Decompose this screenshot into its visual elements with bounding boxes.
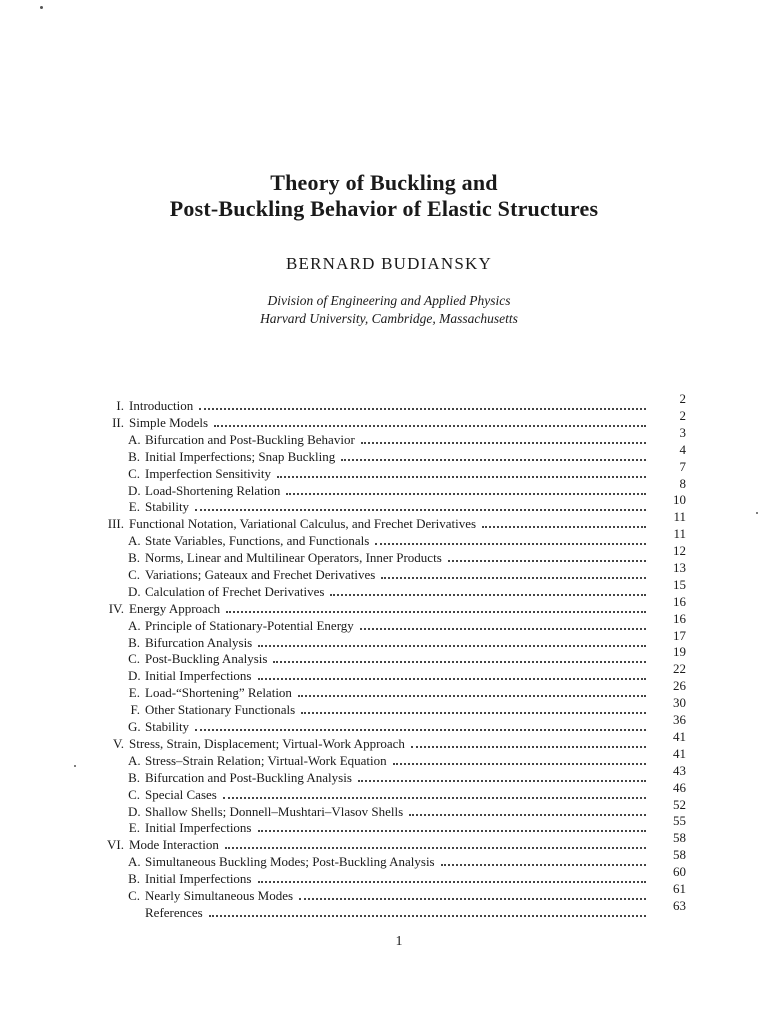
toc-entry (128, 565, 650, 582)
toc-entry (96, 514, 650, 531)
toc-entry-number: A. (128, 533, 141, 548)
toc-entry-page: 41 (673, 746, 686, 761)
toc-entry-page: 55 (673, 813, 686, 828)
toc-entry-label: Initial Imperfections; Snap Buckling (145, 449, 336, 464)
toc-entry-label: Mode Interaction (129, 837, 219, 852)
toc-dot-leader (258, 830, 647, 832)
title-line-2: Post-Buckling Behavior of Elastic Structures (169, 196, 599, 221)
toc-entry-label: Calculation of Frechet Derivatives (145, 584, 325, 599)
toc-entry-number: A. (128, 618, 141, 633)
toc-entry-number: D. (128, 804, 141, 819)
toc-entry-label: Introduction (129, 398, 194, 413)
toc-entry-number: B. (128, 550, 140, 565)
scan-speck (756, 512, 758, 514)
toc-entry-number: C. (128, 787, 140, 802)
toc-entry (128, 447, 650, 464)
toc-entry-label: References (145, 905, 203, 920)
toc-dot-leader (441, 864, 646, 866)
toc-entry-page: 17 (673, 628, 686, 643)
toc-dot-leader (209, 915, 646, 917)
toc-dot-leader (258, 881, 647, 883)
toc-entry-number: VI. (107, 837, 124, 852)
toc-dot-leader (381, 577, 646, 579)
title-line-1: Theory of Buckling and (270, 170, 498, 195)
toc-entry-page: 2 (679, 391, 686, 406)
toc-entry-label: Bifurcation Analysis (145, 635, 253, 650)
toc-entry (128, 818, 650, 835)
toc-entry-label: Stability (145, 499, 190, 514)
toc-entry-page: 26 (673, 678, 686, 693)
toc-dot-leader (223, 797, 646, 799)
toc-entry (128, 548, 650, 565)
toc-entry (128, 582, 650, 599)
toc-entry-number: A. (128, 854, 141, 869)
toc-entry-number: E. (128, 820, 140, 835)
toc-entry-label: Load-“Shortening” Relation (145, 685, 292, 700)
toc-entry-page: 8 (679, 476, 686, 491)
toc-entry (96, 734, 650, 751)
toc-entry-number: G. (128, 719, 141, 734)
toc-entry (96, 396, 650, 413)
toc-entry-label: Variations; Gateaux and Frechet Derivatives (145, 567, 376, 582)
toc-entry-page: 63 (673, 898, 686, 913)
toc-dot-leader (341, 459, 646, 461)
toc-entry-number: II. (112, 415, 124, 430)
toc-dot-leader (273, 661, 646, 663)
toc-entry-page: 10 (673, 492, 686, 507)
toc-entry (128, 683, 650, 700)
scan-speck (40, 6, 43, 9)
toc-entry (128, 886, 650, 903)
toc-dot-leader (360, 628, 646, 630)
toc-entry (96, 835, 650, 852)
toc-entry-page: 4 (679, 442, 686, 457)
toc-entry-label: Bifurcation and Post-Buckling Analysis (145, 770, 352, 785)
toc-entry-label: Initial Imperfections (145, 820, 252, 835)
toc-entry-label: Functional Notation, Variational Calculus, and Frechet Derivatives (129, 516, 477, 531)
toc-entry (128, 497, 650, 514)
toc-entry-number: III. (107, 516, 124, 531)
toc-entry-label: Principle of Stationary-Potential Energy (145, 618, 354, 633)
toc-entry-page: 43 (673, 763, 686, 778)
toc-dot-leader (286, 493, 646, 495)
toc-entry (128, 616, 650, 633)
toc-entry-number: F. (130, 702, 140, 717)
toc-entry-number: IV. (108, 601, 124, 616)
toc-entry-label: Simple Models (129, 415, 209, 430)
toc-entry-number: D. (128, 584, 141, 599)
toc-entry-label: Energy Approach (129, 601, 221, 616)
toc-entry-label: Norms, Linear and Multilinear Operators, Inner Products (145, 550, 442, 565)
toc-entry (128, 531, 650, 548)
toc-dot-leader (375, 543, 646, 545)
toc-entry-label: Nearly Simultaneous Modes (145, 888, 294, 903)
toc-entry (128, 852, 650, 869)
toc-entry-label: Stress–Strain Relation; Virtual-Work Equation (145, 753, 387, 768)
toc-entry-number: B. (128, 449, 140, 464)
toc-entry (128, 802, 650, 819)
toc-entry-number: E. (128, 685, 140, 700)
toc-entry-number: A. (128, 432, 141, 447)
toc-dot-leader (482, 526, 646, 528)
toc-entry-page: 61 (673, 881, 686, 896)
toc-dot-leader (258, 678, 647, 680)
toc-entry-number: B. (128, 770, 140, 785)
toc-entry-page: 12 (673, 543, 686, 558)
toc-entry-page: 30 (673, 695, 686, 710)
toc-entry-label: Simultaneous Buckling Modes; Post-Buckling Analysis (145, 854, 435, 869)
toc-dot-leader (199, 408, 646, 410)
affiliation-line-2: Harvard University, Cambridge, Massachusetts (260, 311, 518, 326)
toc-dot-leader (448, 560, 646, 562)
toc-entry (128, 481, 650, 498)
toc-dot-leader (409, 814, 646, 816)
toc-entry-page: 46 (673, 780, 686, 795)
toc-dot-leader (195, 509, 646, 511)
toc-entry (128, 666, 650, 683)
toc-entry (128, 633, 650, 650)
toc-dot-leader (226, 611, 646, 613)
toc-entry (128, 464, 650, 481)
toc-entry-page: 3 (679, 425, 686, 440)
toc-entry-number: I. (116, 398, 124, 413)
toc-dot-leader (393, 763, 646, 765)
toc-entry-page: 16 (673, 611, 686, 626)
toc-entry-number: C. (128, 888, 140, 903)
toc-entry-label: Shallow Shells; Donnell–Mushtari–Vlasov Shells (145, 804, 404, 819)
toc-dot-leader (411, 746, 646, 748)
toc-entry-number: A. (128, 753, 141, 768)
toc-dot-leader (301, 712, 646, 714)
toc-entry-page: 58 (673, 847, 686, 862)
scan-speck (74, 765, 76, 767)
toc-entry-label: Special Cases (145, 787, 217, 802)
author-name: BERNARD BUDIANSKY (286, 254, 492, 273)
toc-entry-number: B. (128, 635, 140, 650)
toc-entry-page: 52 (673, 797, 686, 812)
toc-entry-page: 2 (679, 408, 686, 423)
toc-entry-label: Bifurcation and Post-Buckling Behavior (145, 432, 355, 447)
toc-entry-page: 11 (673, 526, 686, 541)
toc-dot-leader (358, 780, 646, 782)
toc-entry-number: B. (128, 871, 140, 886)
toc-entry-page: 16 (673, 594, 686, 609)
toc-entry-page: 36 (673, 712, 686, 727)
toc-entry-label: Load-Shortening Relation (145, 483, 281, 498)
toc-entry (128, 785, 650, 802)
toc-entry (128, 649, 650, 666)
toc-dot-leader (298, 695, 646, 697)
toc-entry-label: Initial Imperfections (145, 668, 252, 683)
toc-entry-number: D. (128, 668, 141, 683)
toc-entry-number: C. (128, 466, 140, 481)
page-number: 1 (395, 934, 403, 949)
toc-entry-number: E. (128, 499, 140, 514)
toc-entry-page: 41 (673, 729, 686, 744)
toc-entry-label: Stress, Strain, Displacement; Virtual-Work Approach (129, 736, 405, 751)
toc-entry-page: 19 (673, 644, 686, 659)
toc-dot-leader (214, 425, 646, 427)
toc-entry-label: Imperfection Sensitivity (145, 466, 272, 481)
toc-dot-leader (361, 442, 646, 444)
toc-entry-number: D. (128, 483, 141, 498)
toc-entry-label: Post-Buckling Analysis (145, 651, 268, 666)
toc-entry (96, 413, 650, 430)
toc-entry-label: Stability (145, 719, 190, 734)
toc-dot-leader (299, 898, 646, 900)
toc-dot-leader (258, 645, 646, 647)
toc-dot-leader (225, 847, 646, 849)
toc-entry-page: 11 (673, 509, 686, 524)
toc-entry-label: State Variables, Functions, and Functionals (145, 533, 370, 548)
toc-entry-number: C. (128, 567, 140, 582)
toc-entry-page: 7 (679, 459, 686, 474)
toc-entry (128, 700, 650, 717)
toc-entry (128, 869, 650, 886)
toc-entry-page: 58 (673, 830, 686, 845)
toc-dot-leader (195, 729, 646, 731)
toc-dot-leader (277, 476, 646, 478)
toc-dot-leader (330, 594, 646, 596)
toc-entry-page: 13 (673, 560, 686, 575)
toc-entry-page: 60 (673, 864, 686, 879)
toc-entry (128, 717, 650, 734)
toc-entry-page: 15 (673, 577, 686, 592)
toc-entry-page: 22 (673, 661, 686, 676)
toc-entry (128, 430, 650, 447)
toc-entry-number: V. (113, 736, 124, 751)
affiliation-line-1: Division of Engineering and Applied Physics (267, 293, 511, 308)
toc-entry (128, 751, 650, 768)
toc-entry (128, 903, 650, 920)
toc-entry (96, 599, 650, 616)
toc-entry-number: C. (128, 651, 140, 666)
toc-entry (128, 768, 650, 785)
toc-entry-label: Initial Imperfections (145, 871, 252, 886)
toc-entry-label: Other Stationary Functionals (145, 702, 296, 717)
